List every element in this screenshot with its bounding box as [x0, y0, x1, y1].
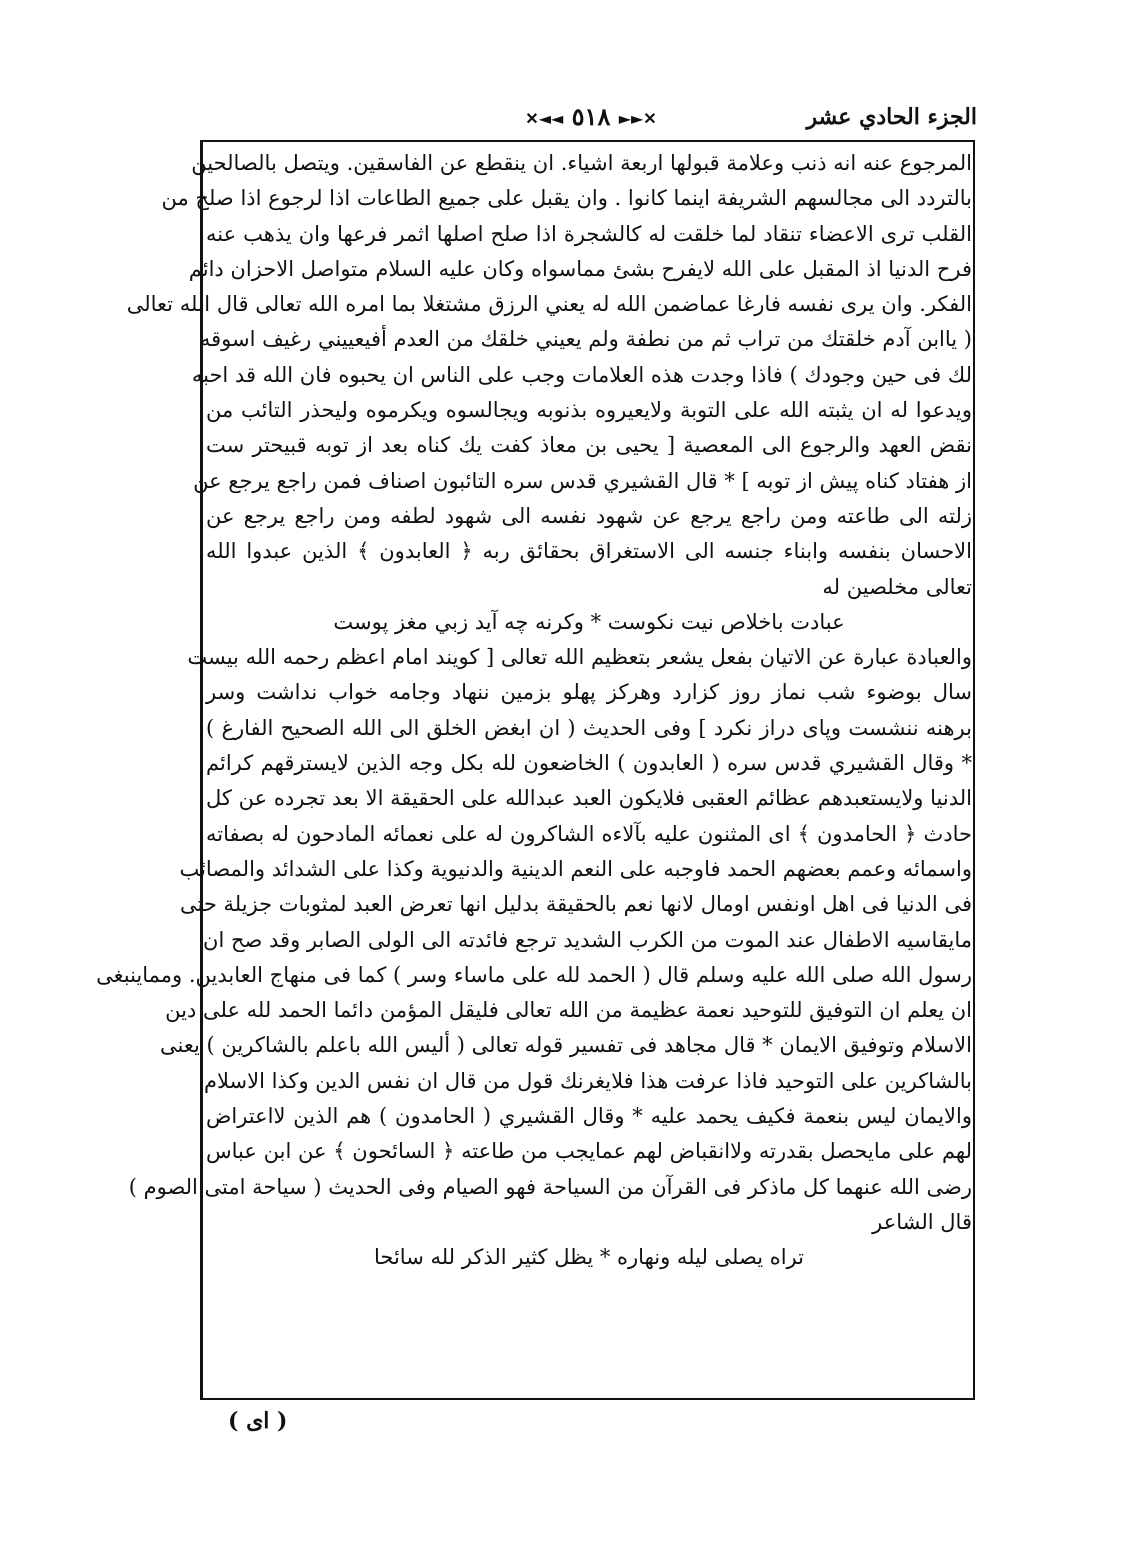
text-line: قال الشاعر: [872, 1209, 972, 1234]
text-line: بالتردد الى مجالسهم الشريفة اينما كانوا . وان يقبل على جميع الطاعات اذا لرجوع اذا صلح من: [161, 186, 972, 211]
text-line: الفكر. وان يرى نفسه فارغا عماضمن الله له يعني الرزق مشتغلا بما امره الله تعالى قال الله تعالى: [126, 292, 972, 317]
text-line: نقض العهد والرجوع الى المعصية [ يحيى بن معاذ كفت يك كناه بعد از توبه قبيحتر ست: [206, 433, 972, 458]
ornament-right-icon: ✕►►: [618, 109, 657, 128]
verse-line-2: تراه يصلى ليله ونهاره * يظل كثير الذكر لله سائحا: [374, 1245, 804, 1270]
text-line: ان يعلم ان التوفيق للتوحيد نعمة عظيمة من الله تعالى فليقل المؤمن دائما الحمد لله على دين: [165, 998, 972, 1023]
text-line: فى الدنيا فى اهل اونفس اومال لانها نعم بالحقيقة بدليل انها تعرض العبد لمثوبات جزيلة حتى: [180, 892, 972, 917]
text-line: لهم على مايحصل بقدرته ولاانقباض لهم عمايجب من طاعته ﴿ السائحون ﴾ عن ابن عباس: [206, 1139, 972, 1164]
text-line: بالشاكرين على التوحيد فاذا عرفت هذا فلايغرنك قول من قال ان نفس الدين وكذا الاسلام: [204, 1068, 972, 1093]
text-line: الاسلام وتوفيق الايمان * قال مجاهد فى تفسير قوله تعالى ( أليس الله باعلم بالشاكرين ) يعنى: [160, 1033, 972, 1058]
paragraph-block-2: [96, 640, 972, 1240]
text-line: ( ياابن آدم خلقتك من تراب ثم من نطفة ولم يعيني خلقك من العدم أفيعييني رغيف اسوقه: [199, 327, 972, 352]
text-line: لك فى حين وجودك ) فاذا وجدت هذه العلامات وجب على الناس ان يحبوه فان الله قد احبه: [191, 362, 972, 387]
text-line: المرجوع عنه انه ذنب وعلامة قبولها اربعة اشياء. ان ينقطع عن الفاسقين. ويتصل بالصالحين: [191, 151, 972, 175]
text-line: والعبادة عبارة عن الاتيان بفعل يشعر بتعظيم الله تعالى [ كويند امام اعظم رحمه الله بيست: [187, 645, 972, 670]
text-line: رسول الله صلى الله عليه وسلم قال ( الحمد لله على ماساء وسر ) كما فى منهاج العابدين. ومماينبغى: [96, 962, 972, 987]
text-line: * وقال القشيري قدس سره ( العابدون ) الخاضعون لله بكل وجه الذين لايسترقهم كرائم: [206, 751, 972, 776]
text-line: برهنه ننشست وپاى دراز نكرد ] وفى الحديث ( ان ابغض الخلق الى الله الصحيح الفارغ ): [206, 715, 972, 740]
ornament-left-icon: ◄◄✕: [525, 109, 564, 128]
text-line: رضى الله عنهما كل ماذكر فى القرآن من السياحة فهو الصيام وفى الحديث ( سياحة امتى الصوم ): [128, 1174, 972, 1199]
catchword: ( اى ): [228, 1408, 288, 1434]
text-line: تعالى مخلصين له: [822, 574, 972, 599]
text-line: والايمان ليس بنعمة فكيف يحمد عليه * وقال القشيري ( الحامدون ) هم الذين لااعتراض: [206, 1104, 972, 1129]
text-line: القلب ترى الاعضاء تنقاد لما خلقت له كالشجرة اذا صلح اصلها اثمر فرعها وان يذهب عنه: [206, 221, 972, 246]
text-line: مايقاسيه الاطفال عند الموت من الكرب الشديد ترجع فائدته الى الولى الصابر وقد صح ان: [203, 927, 972, 952]
text-line: واسمائه وعمم بعضهم الحمد فاوجبه على النعم الدينية والدنيوية وكذا على الشدائد والمصائب: [179, 856, 972, 881]
text-line: زلته الى طاعته ومن راجع يرجع عن شهود نفسه الى شهود لطفه ومن راجع يرجع عن: [206, 503, 972, 528]
text-line: الدنيا ولايستعبدهم عظائم العقبى فلايكون العبد عبدالله على الحقيقة الا بعد تجرده عن كل: [206, 786, 972, 811]
text-line: ويدعوا له ان يثبته الله على التوبة ولايعيروه بذنوبه ويجالسوه ويكرموه وليحذر التائب من: [206, 398, 972, 423]
text-line: الاحسان بنفسه وابناء جنسه الى الاستغراق بحقائق ربه ﴿ العابدون ﴾ الذين عبدوا الله: [206, 539, 972, 564]
body-text: [96, 146, 972, 1276]
verse-line-1: عبادت باخلاص نيت نكوست * وكرنه چه آيد زبي مغز پوست: [333, 609, 845, 634]
page-number-block: [525, 102, 656, 131]
page-number: ٥١٨: [571, 102, 611, 131]
text-line: از هفتاد كناه پيش از توبه ] * قال القشيري قدس سره التائبون اصناف فمن راجع يرجع عن: [193, 468, 972, 493]
running-title: الجزء الحادي عشر: [806, 104, 977, 130]
page-header: [205, 100, 977, 140]
paragraph-block-1: [126, 146, 972, 605]
text-line: حادث ﴿ الحامدون ﴾ اى المثنون عليه بآلاءه الشاكرون له على نعمائه المادحون له بصفاته: [206, 821, 972, 846]
text-line: فرح الدنيا اذ المقبل على الله لايفرح بشئ مماسواه وكان عليه السلام متواصل الاحزان دائم: [188, 256, 972, 281]
text-line: سال بوضوء شب نماز روز كزارد وهركز پهلو بزمين ننهاد وجامه خواب نداشت وسر: [206, 680, 972, 705]
